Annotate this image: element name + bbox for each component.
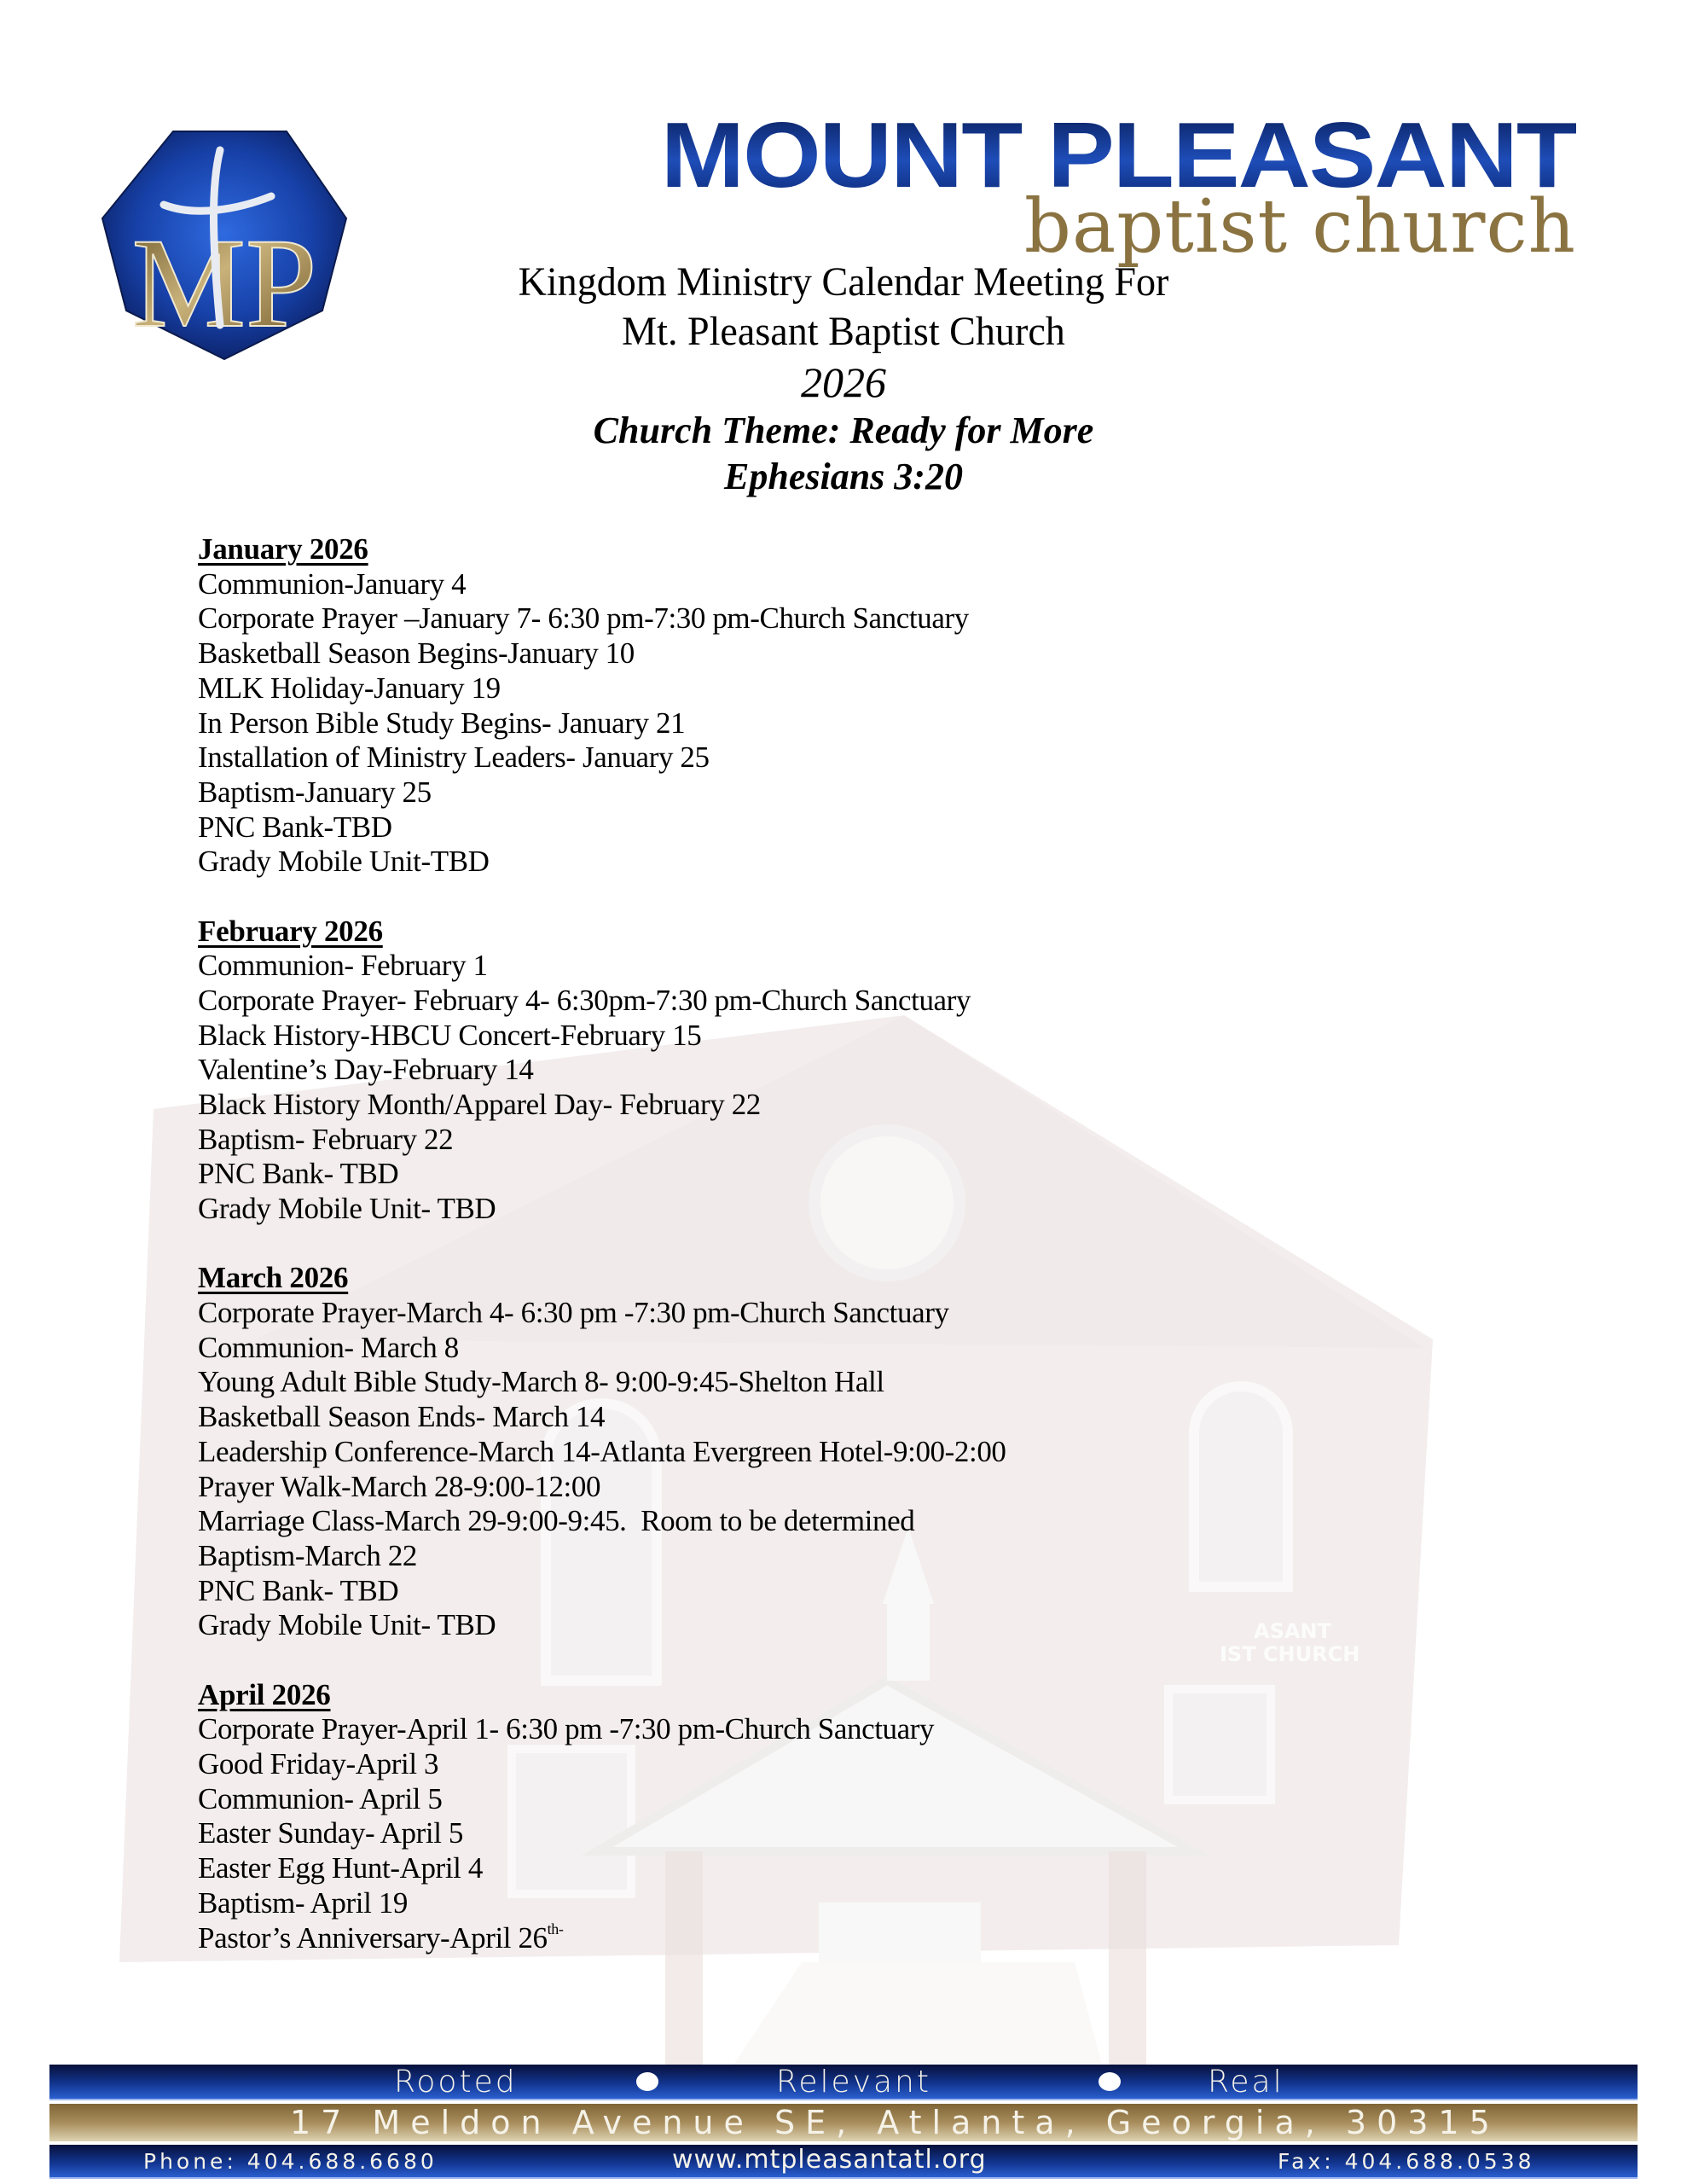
document-header — [0, 258, 1687, 500]
arched-window — [1194, 1386, 1288, 1587]
event-item: Baptism- February 22 — [198, 1122, 454, 1156]
event-item: Corporate Prayer- February 4- 6:30pm-7:30 pm-Church Sanctuary — [198, 983, 971, 1017]
event-item: PNC Bank- TBD — [198, 1157, 399, 1191]
event-item: Basketball Season Ends- March 14 — [198, 1400, 606, 1434]
month-section-february — [198, 915, 1006, 1227]
contact-band — [49, 2145, 1638, 2179]
address-band — [49, 2104, 1638, 2141]
event-item: Basketball Season Begins-January 10 — [198, 636, 635, 671]
event-item: Communion- February 1 — [198, 949, 488, 983]
event-item: Corporate Prayer-March 4- 6:30 pm -7:30 pm-Church Sanctuary — [198, 1296, 949, 1330]
event-item: PNC Bank-TBD — [198, 810, 392, 844]
event-item: Grady Mobile Unit- TBD — [198, 1608, 496, 1642]
scripture-reference: Ephesians 3:20 — [724, 456, 963, 497]
month-heading: January 2026 — [198, 532, 368, 566]
event-item: Leadership Conference-March 14-Atlanta Evergreen Hotel-9:00-2:00 — [198, 1434, 1006, 1468]
event-item: Prayer Walk-March 28-9:00-12:00 — [198, 1469, 601, 1503]
month-section-january — [198, 532, 1006, 880]
brand-wordmark — [657, 103, 1595, 270]
bullet-dot-icon — [636, 2072, 658, 2091]
month-section-april — [198, 1678, 1006, 1956]
event-item: Young Adult Bible Study-March 8- 9:00-9:45-Shelton Hall — [198, 1365, 884, 1399]
event-item: Easter Sunday- April 5 — [198, 1816, 464, 1850]
watermark-sign: ASANT — [1254, 1619, 1331, 1643]
watermark-sign: IST CHURCH — [1220, 1642, 1360, 1666]
title-line1: Kingdom Ministry Calendar Meeting For — [518, 259, 1169, 305]
month-heading: March 2026 — [198, 1261, 349, 1295]
event-item: Black History-HBCU Concert-February 15 — [198, 1018, 702, 1052]
event-item: Valentine’s Day-February 14 — [198, 1053, 534, 1087]
event-item: PNC Bank- TBD — [198, 1573, 399, 1607]
church-address: 17 Meldon Avenue SE, Atlanta, Georgia, 30315 — [290, 2104, 1500, 2141]
motto-band — [49, 2065, 1638, 2100]
event-item: Communion- March 8 — [198, 1330, 459, 1364]
month-section-march — [198, 1261, 1006, 1643]
event-item: Easter Egg Hunt-April 4 — [198, 1851, 483, 1885]
motto-relevant: Relevant — [776, 2064, 931, 2100]
motto-real: Real — [1208, 2064, 1284, 2100]
brand-name-line2: baptist church — [1023, 184, 1576, 270]
event-item: Baptism- April 19 — [198, 1885, 408, 1920]
event-item: Corporate Prayer-April 1- 6:30 pm -7:30 pm-Church Sanctuary — [198, 1712, 935, 1746]
calendar-year: 2026 — [801, 358, 886, 406]
monthly-schedule — [198, 532, 1006, 1990]
event-item: In Person Bible Study Begins- January 21 — [198, 706, 686, 740]
event-item: Corporate Prayer –January 7- 6:30 pm-7:30 pm-Church Sanctuary — [198, 601, 969, 636]
phone-number: Phone: 404.688.6680 — [143, 2149, 438, 2174]
event-item: Baptism-January 25 — [198, 775, 432, 809]
event-item: Grady Mobile Unit-TBD — [198, 845, 490, 879]
portico-column — [1109, 1851, 1146, 2090]
fax-number: Fax: 404.688.0538 — [1278, 2149, 1535, 2174]
footer-banner — [49, 2065, 1638, 2182]
month-heading: April 2026 — [198, 1677, 331, 1711]
bullet-dot-icon — [1099, 2072, 1121, 2091]
event-item: Installation of Ministry Leaders- January 25 — [198, 741, 710, 775]
event-text: Pastor’s Anniversary-April 26 — [198, 1920, 548, 1955]
event-item: MLK Holiday-January 19 — [198, 671, 501, 705]
brand-name-line1: MOUNT PLEASANT — [660, 103, 1576, 207]
month-heading: February 2026 — [198, 914, 383, 948]
event-item: Black History Month/Apparel Day- February 22 — [198, 1088, 761, 1122]
title-line2: Mt. Pleasant Baptist Church — [622, 309, 1065, 354]
event-item: Marriage Class-March 29-9:00-9:45. Room to be determined — [198, 1504, 915, 1538]
website-link[interactable]: www.mtpleasantatl.org — [672, 2145, 987, 2175]
event-item: Communion-January 4 — [198, 566, 467, 601]
event-item: Good Friday-April 3 — [198, 1747, 439, 1780]
logo-monogram: MP — [131, 212, 317, 354]
motto-rooted: Rooted — [394, 2064, 518, 2100]
event-item: Baptism-March 22 — [198, 1538, 418, 1572]
event-item: Grady Mobile Unit- TBD — [198, 1192, 496, 1226]
church-theme: Church Theme: Ready for More — [593, 410, 1094, 451]
event-item-with-suffix — [198, 1921, 1006, 1956]
ordinal-suffix: th- — [547, 1920, 564, 1937]
event-item: Communion- April 5 — [198, 1781, 443, 1815]
window — [1168, 1689, 1271, 1800]
